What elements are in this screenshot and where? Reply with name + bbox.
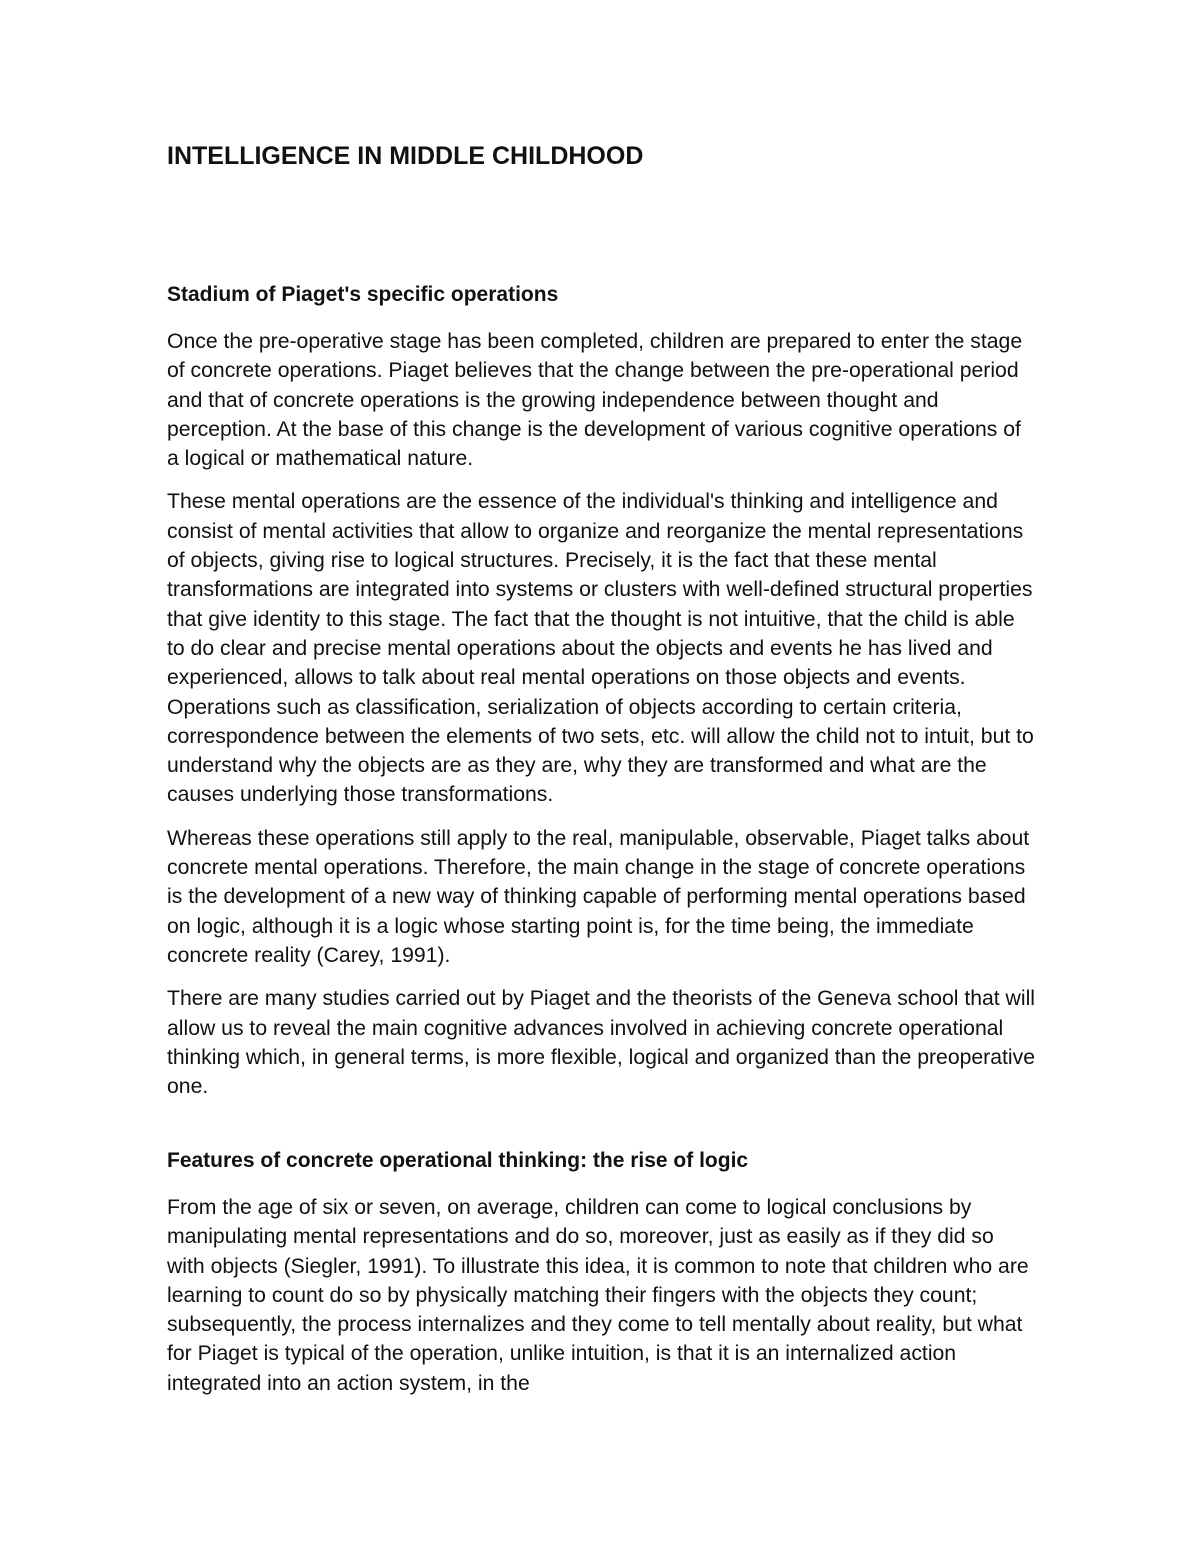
section-heading: Stadium of Piaget's specific operations	[167, 283, 559, 306]
document-title: INTELLIGENCE IN MIDDLE CHILDHOOD	[167, 142, 644, 170]
paragraph: From the age of six or seven, on average, children can come to logical conclusions by manipulating mental representations and do so, moreover, just as easily as if they did so with objects (Siegler, 1991). To illustrate this idea, it is common to note that children who are learning to count do so by physically matching their fingers with the objects they count; subsequently, the process internalizes and they come to tell mentally about reality, but what for Piaget is typical of the operation, unlike intuition, is that it is an internalized action integrated into an action system, in the	[167, 1196, 1029, 1395]
paragraph: Once the pre-operative stage has been completed, children are prepared to enter the stage of concrete operations. Piaget believes that the change between the pre-operational period and that of concrete operations is the growing independence between thought and perception. At the base of this change is the development of various cognitive operations of a logical or mathematical nature.	[167, 330, 1023, 471]
paragraph: There are many studies carried out by Piaget and the theorists of the Geneva school that will allow us to reveal the main cognitive advances involved in achieving concrete operational thinking which, in general terms, is more flexible, logical and organized than the preoperative one.	[167, 987, 1035, 1099]
section-piaget-operations	[167, 280, 1037, 1115]
paragraph: Whereas these operations still apply to the real, manipulable, observable, Piaget talks about concrete mental operations. Therefore, the main change in the stage of concrete operations is the development of a new way of thinking capable of performing mental operations based on logic, although it is a logic whose starting point is, for the time being, the immediate concrete reality (Carey, 1991).	[167, 826, 1030, 967]
section-concrete-operational-features	[167, 1146, 1037, 1412]
paragraph: These mental operations are the essence of the individual's thinking and intelligence and consist of mental activities that allow to organize and reorganize the mental representations of objects, giving rise to logical structures. Precisely, it is the fact that these mental transformations are integrated into systems or clusters with well-defined structural properties that give identity to this stage. The fact that the thought is not intuitive, that the child is able to do clear and precise mental operations about the objects and events he has lived and experienced, allows to talk about real mental operations on those objects and events. Operations such as classification, serialization of objects according to certain criteria, correspondence between the elements of two sets, etc. will allow the child not to intuit, but to understand why the objects are as they are, why they are transformed and what are the causes underlying those transformations.	[167, 490, 1034, 807]
section-heading: Features of concrete operational thinking: the rise of logic	[167, 1149, 749, 1172]
